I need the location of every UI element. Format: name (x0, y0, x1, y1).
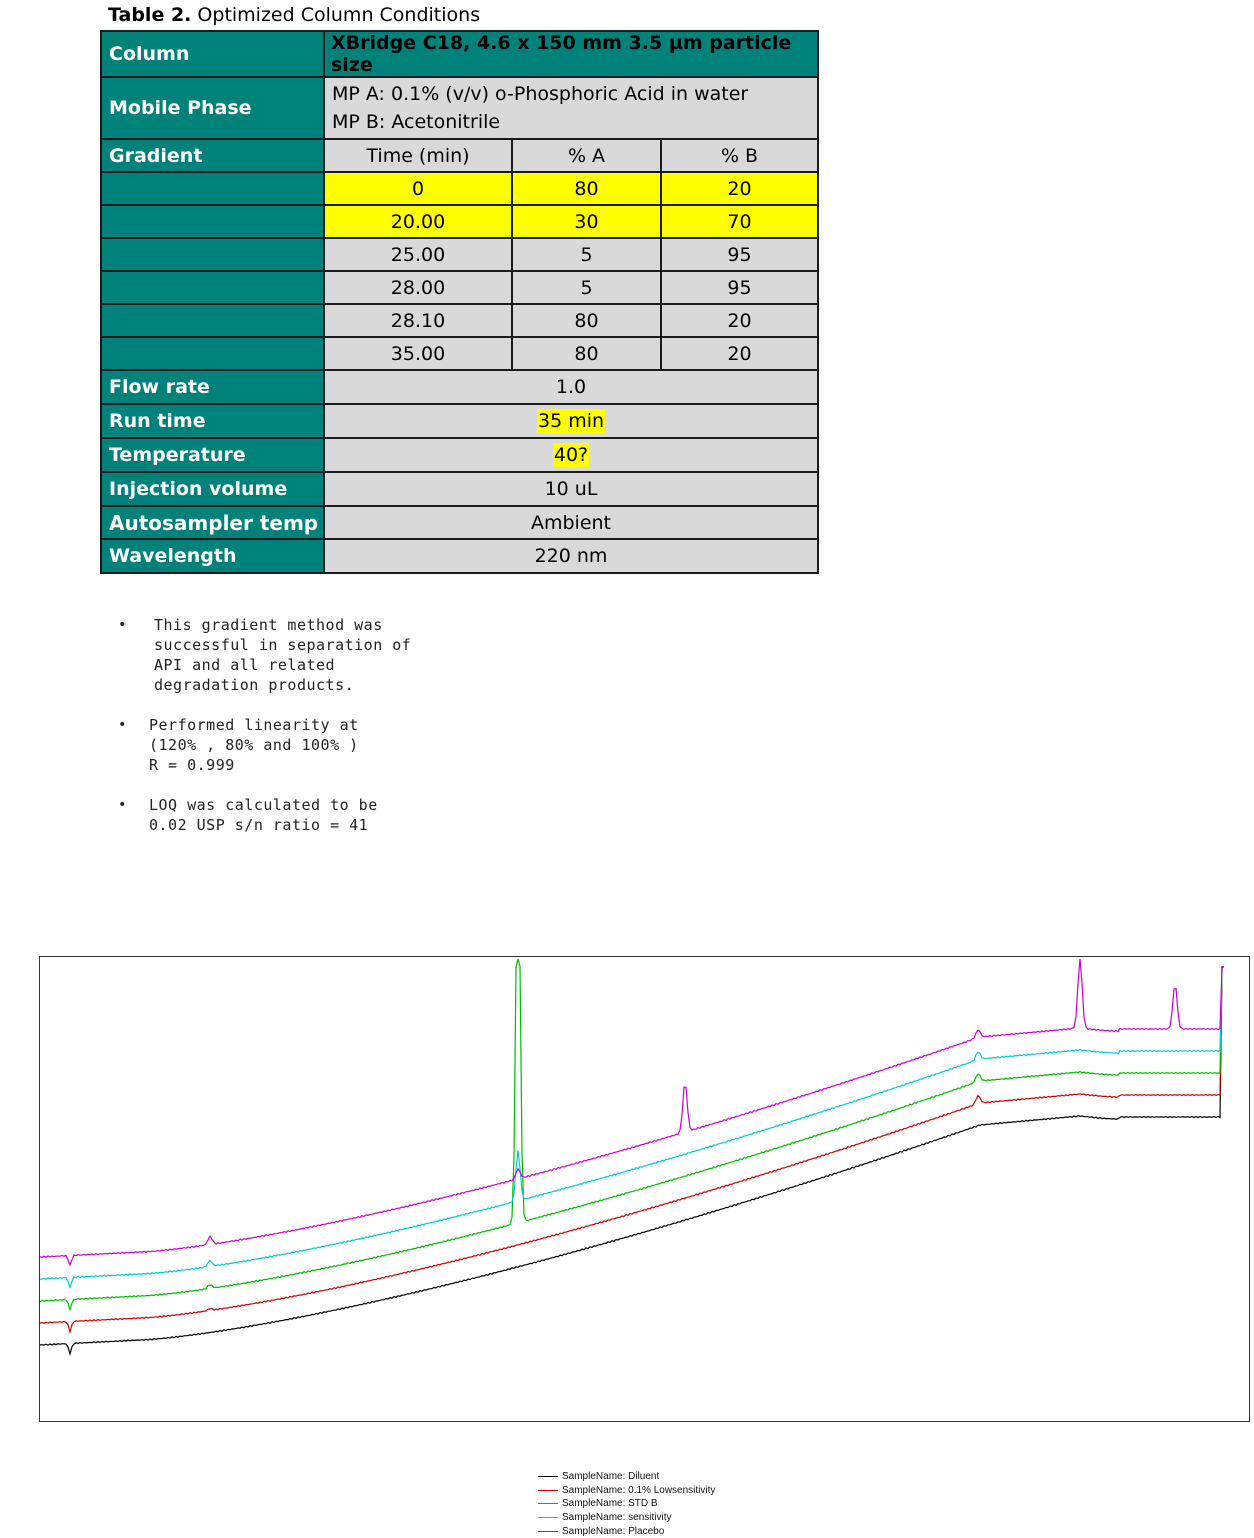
legend-item (538, 1511, 715, 1525)
gradient-row-spacer (101, 205, 324, 238)
legend-label: SampleName: Placebo (562, 1525, 665, 1537)
note-item (118, 795, 438, 835)
note-line: LOQ was calculated to be (149, 796, 378, 814)
gradient-cell: 80 (512, 172, 661, 205)
mp-b: MP B: Acetonitrile (332, 111, 501, 133)
gradient-row-spacer (101, 238, 324, 271)
autosampler-temp-value: Ambient (324, 506, 818, 539)
mp-a: MP A: 0.1% (v/v) o-Phosphoric Acid in water (332, 83, 749, 105)
column-value: XBridge C18, 4.6 x 150 mm 3.5 µm particle size (324, 31, 818, 77)
autosampler-temp-label: Autosampler temp (101, 506, 324, 539)
note-line: Performed linearity at (149, 716, 359, 734)
gradient-cell: 20 (661, 337, 818, 370)
legend-swatch (538, 1517, 558, 1518)
wavelength-value: 220 nm (324, 539, 818, 573)
chromatogram-chart (39, 956, 1250, 1422)
note-line: successful in separation of (154, 636, 412, 654)
note-item (118, 715, 438, 775)
gradient-cell: 5 (512, 238, 661, 271)
gradient-label: Gradient (101, 139, 324, 172)
legend-label: SampleName: Diluent (562, 1471, 660, 1483)
note-line: (120% , 80% and 100% ) (149, 736, 359, 754)
legend-swatch (538, 1531, 558, 1532)
legend-item (538, 1524, 715, 1538)
gradient-cell: 30 (512, 205, 661, 238)
gradient-header-b: % B (661, 139, 818, 172)
table-caption: Table 2. Optimized Column Conditions (108, 4, 481, 26)
legend-item (538, 1497, 715, 1511)
trace-4 (40, 959, 1224, 1265)
gradient-cell: 20 (661, 304, 818, 337)
injection-volume-value: 10 uL (324, 472, 818, 506)
flow-rate-label: Flow rate (101, 370, 324, 404)
gradient-cell: 28.00 (324, 271, 512, 304)
temperature-value: 40? (553, 444, 589, 466)
gradient-cell: 95 (661, 271, 818, 304)
legend-item (538, 1484, 715, 1498)
gradient-row-spacer (101, 271, 324, 304)
legend-label: SampleName: sensitivity (562, 1512, 672, 1524)
legend-label: SampleName: STD B (562, 1498, 658, 1510)
bullet-icon: • (118, 797, 127, 813)
legend-item (538, 1470, 715, 1484)
injection-volume-label: Injection volume (101, 472, 324, 506)
trace-2 (40, 959, 1224, 1310)
run-time-value: 35 min (537, 410, 605, 432)
notes-list (118, 615, 438, 855)
legend-label: SampleName: 0.1% Lowsensitivity (562, 1484, 716, 1496)
note-item (118, 615, 438, 695)
gradient-cell: 25.00 (324, 238, 512, 271)
mobile-phase-label: Mobile Phase (101, 77, 324, 139)
mobile-phase-value (324, 77, 818, 139)
gradient-cell: 95 (661, 238, 818, 271)
legend-swatch (538, 1503, 558, 1504)
gradient-cell: 20 (661, 172, 818, 205)
bullet-icon: • (118, 717, 127, 733)
chart-legend (538, 1470, 715, 1538)
temperature-cell (324, 438, 818, 472)
gradient-cell: 20.00 (324, 205, 512, 238)
gradient-cell: 0 (324, 172, 512, 205)
run-time-cell (324, 404, 818, 438)
flow-rate-value: 1.0 (324, 370, 818, 404)
gradient-row-spacer (101, 337, 324, 370)
gradient-cell: 28.10 (324, 304, 512, 337)
trace-0 (40, 967, 1224, 1354)
gradient-cell: 80 (512, 304, 661, 337)
gradient-row-spacer (101, 304, 324, 337)
note-line: degradation products. (154, 676, 355, 694)
wavelength-label: Wavelength (101, 539, 324, 573)
bullet-icon: • (118, 617, 127, 633)
gradient-cell: 80 (512, 337, 661, 370)
gradient-cell: 5 (512, 271, 661, 304)
legend-swatch (538, 1476, 558, 1477)
temperature-label: Temperature (101, 438, 324, 472)
gradient-header-time: Time (min) (324, 139, 512, 172)
column-conditions-table (100, 30, 819, 574)
legend-swatch (538, 1490, 558, 1491)
note-line: This gradient method was (154, 616, 383, 634)
gradient-row-spacer (101, 172, 324, 205)
run-time-label: Run time (101, 404, 324, 438)
trace-3 (40, 967, 1224, 1287)
gradient-cell: 70 (661, 205, 818, 238)
gradient-cell: 35.00 (324, 337, 512, 370)
trace-1 (40, 967, 1224, 1332)
note-line: R = 0.999 (149, 756, 235, 774)
chromatogram-plot (40, 957, 1249, 1421)
column-label: Column (101, 31, 324, 77)
gradient-header-a: % A (512, 139, 661, 172)
note-line: API and all related (154, 656, 336, 674)
note-line: 0.02 USP s/n ratio = 41 (149, 816, 369, 834)
